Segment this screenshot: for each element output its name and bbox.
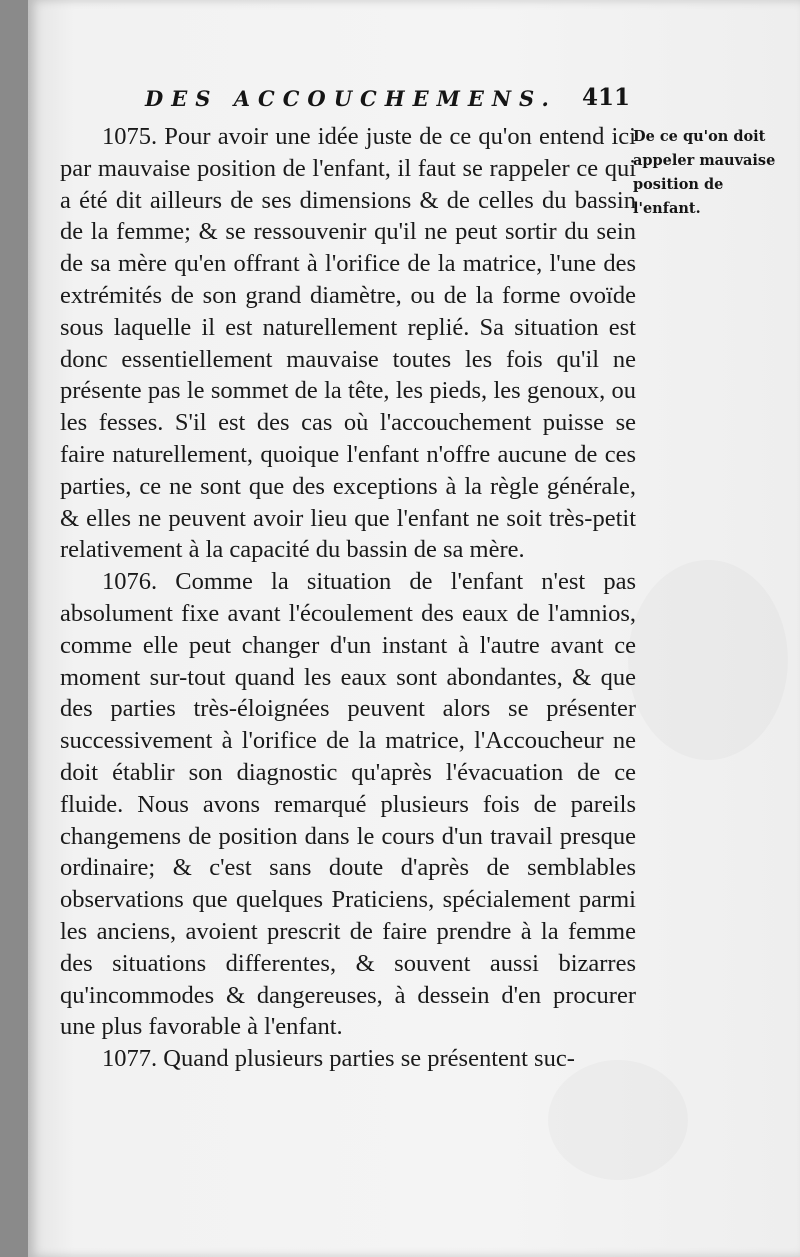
paragraph-1075: 1075. Pour avoir une idée juste de ce qu'on entend ici par mauvaise position de l'enfant, il faut se rappeler ce qui a été dit ailleurs de ses dimensions & de celles du bassin de la femme; & se ressouvenir qu'il ne peut sortir du sein de sa mère qu'en offrant à l'orifice de la matrice, l'une des extrémités de son grand diamètre, ou de la forme ovoïde sous laquelle il est naturellement replié. Sa situation est donc essentiellement mauvaise toutes les fois qu'il ne présente pas le sommet de la tête, les pieds, les genoux, ou les fesses. S'il est des cas où l'accouchement puisse se faire naturellement, quoique l'enfant n'offre aucune de ces parties, ce ne sont que des exceptions à la règle générale, & elles ne peuvent avoir lieu que l'enfant ne soit très-petit relativement à la capacité du bassin de sa mère. [60,123,636,564]
margin-note: De ce qu'on doit appeler mauvaise position de l'enfant. [633,128,776,217]
bleed-through-stain [548,1060,688,1180]
page-body [60,121,636,1075]
paragraph-1076: 1076. Comme la situation de l'enfant n'est pas absolument fixe avant l'écoulement des eaux de l'amnios, comme elle peut changer d'un instant à l'autre avant ce moment sur-tout quand les eaux sont abondantes, & que des parties très-éloignées peuvent alors se présenter successivement à l'orifice de la matrice, l'Accoucheur ne doit établir son diagnostic qu'après l'évacuation de ce fluide. Nous avons remarqué plusieurs fois de pareils changemens de position dans le cours d'un travail presque ordinaire; & c'est sans doute d'après de semblables observations que quelques Praticiens, spécialement parmi les anciens, avoient prescrit de faire prendre à la femme des situations differentes, & souvent aussi bizarres qu'incommodes & dangereuses, à dessein d'en procurer une plus favorable à l'enfant. [60,568,636,1041]
running-head: DES ACCOUCHEMENS. [145,86,557,111]
bleed-through-stain [628,560,788,760]
paragraph-1077: 1077. Quand plusieurs parties se présentent suc- [102,1045,575,1073]
page-number: 411 [581,84,630,111]
page-header [145,80,630,120]
